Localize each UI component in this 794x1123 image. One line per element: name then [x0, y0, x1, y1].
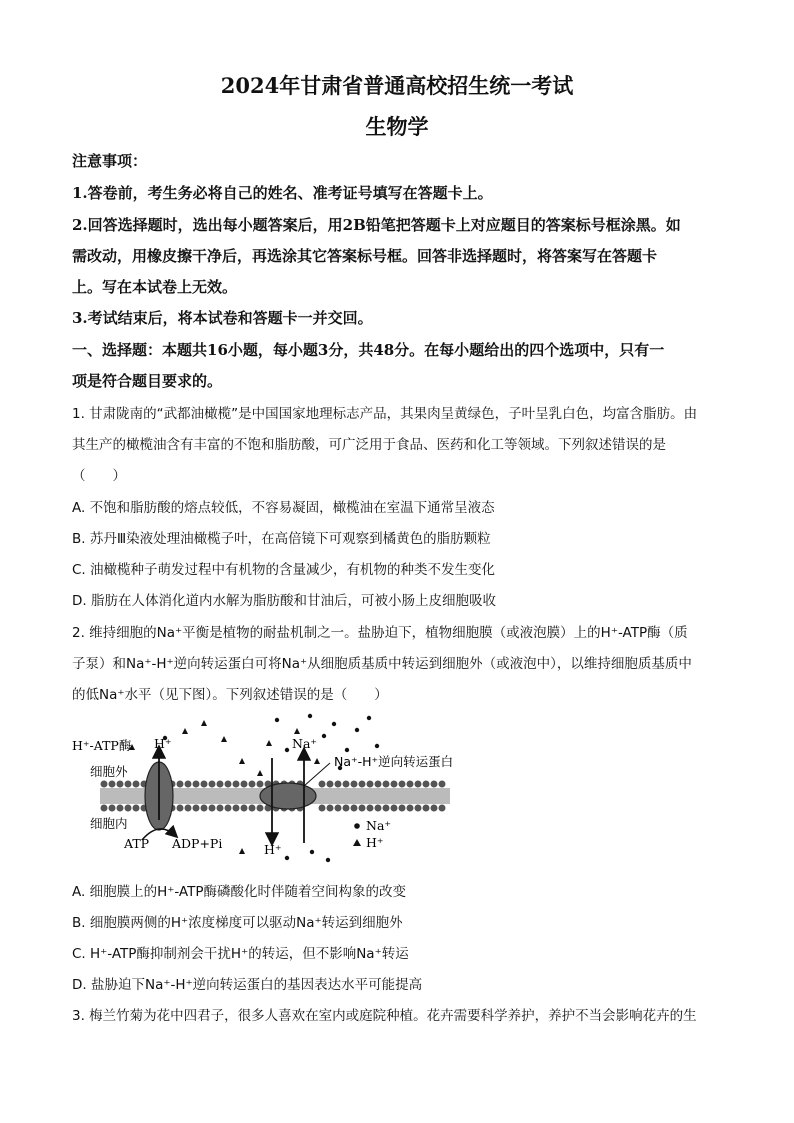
- q1-stem: （ ）: [72, 468, 126, 484]
- q2-option-a: A. 细胞膜上的H⁺-ATP酶磷酸化时伴随着空间构象的改变: [72, 884, 407, 900]
- q3-stem: 3. 梅兰竹菊为花中四君子，很多人喜欢在室内或庭院种植。花卉需要科学养护，养护不当会影响花卉的生: [72, 1008, 697, 1024]
- q2-option-d: D. 盐胁迫下Na⁺-H⁺逆向转运蛋白的基因表达水平可能提高: [72, 977, 423, 993]
- section-heading: 一、选择题：本题共16小题，每小题3分，共48分。在每小题给出的四个选项中，只有一: [72, 341, 665, 359]
- inside-label: 细胞内: [90, 816, 128, 831]
- h-bottom-label: H⁺: [264, 842, 282, 857]
- outside-label: 细胞外: [90, 764, 128, 779]
- q1-option-c: C. 油橄榄种子萌发过程中有机物的含量减少，有机物的种类不发生变化: [72, 562, 496, 578]
- h-top-label: H⁺: [154, 736, 172, 751]
- q2-stem: 的低Na⁺水平（见下图）。下列叙述错误的是（ ）: [72, 687, 388, 703]
- note-line: 2.回答选择题时，选出每小题答案后，用2B铅笔把答题卡上对应题目的答案标号框涂黑。如: [72, 216, 681, 234]
- antiporter-label: Na⁺-H⁺逆向转运蛋白: [334, 754, 454, 769]
- section-heading-cont: 项是符合题目要求的。: [72, 372, 223, 390]
- q2-stem: 子泵）和Na⁺-H⁺逆向转运蛋白可将Na⁺从细胞质基质中转运到细胞外（或液泡中），以维持细胞质基质中: [72, 656, 692, 672]
- atp-label: ATP: [124, 836, 150, 851]
- legend-na-label: Na⁺: [366, 818, 391, 833]
- atpase-label: H⁺-ATP酶: [72, 738, 132, 753]
- antiporter-protein: [260, 783, 316, 809]
- legend-na-marker: [354, 823, 360, 829]
- notes-heading: 注意事项：: [72, 152, 148, 170]
- q1-stem: 其生产的橄榄油含有丰富的不饱和脂肪酸，可广泛用于食品、医药和化工等领域。下列叙述错误的是: [72, 437, 666, 453]
- exam-title: 2024年甘肃省普通高校招生统一考试: [220, 73, 574, 98]
- q1-option-a: A. 不饱和脂肪酸的熔点较低，不容易凝固，橄榄油在室温下通常呈液态: [72, 500, 495, 516]
- legend-h-marker: [353, 839, 361, 846]
- note-line: 需改动，用橡皮擦干净后，再选涂其它答案标号框。回答非选择题时，将答案写在答题卡: [72, 247, 658, 265]
- note-line: 上。写在本试卷上无效。: [72, 278, 238, 296]
- adp-label: ADP+Pi: [172, 836, 223, 851]
- inside-particles: [239, 848, 330, 862]
- note-line: 1.答卷前，考生务必将自己的姓名、准考证号填写在答题卡上。: [72, 184, 493, 202]
- q2-option-b: B. 细胞膜两侧的H⁺浓度梯度可以驱动Na⁺转运到细胞外: [72, 915, 403, 931]
- subject-title: 生物学: [365, 114, 429, 139]
- note-line: 3.考试结束后，将本试卷和答题卡一并交回。: [72, 309, 373, 327]
- q2-option-c: C. H⁺-ATP酶抑制剂会干扰H⁺的转运，但不影响Na⁺转运: [72, 946, 409, 962]
- q2-stem: 2. 维持细胞的Na⁺平衡是植物的耐盐机制之一。盐胁迫下，植物细胞膜（或液泡膜）上的H⁺-ATP酶（质: [72, 625, 688, 641]
- q1-stem: 1. 甘肃陇南的“武都油橄榄”是中国国家地理标志产品，其果肉呈黄绿色，子叶呈乳白色，均富含脂肪。由: [72, 406, 698, 422]
- membrane-transport-figure: [72, 708, 472, 870]
- na-top-label: Na⁺: [292, 736, 317, 751]
- q1-option-b: B. 苏丹Ⅲ染液处理油橄榄子叶，在高倍镜下可观察到橘黄色的脂肪颗粒: [72, 531, 491, 547]
- legend-h-label: H⁺: [366, 835, 384, 850]
- q1-option-d: D. 脂肪在人体消化道内水解为脂肪酸和甘油后，可被小肠上皮细胞吸收: [72, 593, 496, 609]
